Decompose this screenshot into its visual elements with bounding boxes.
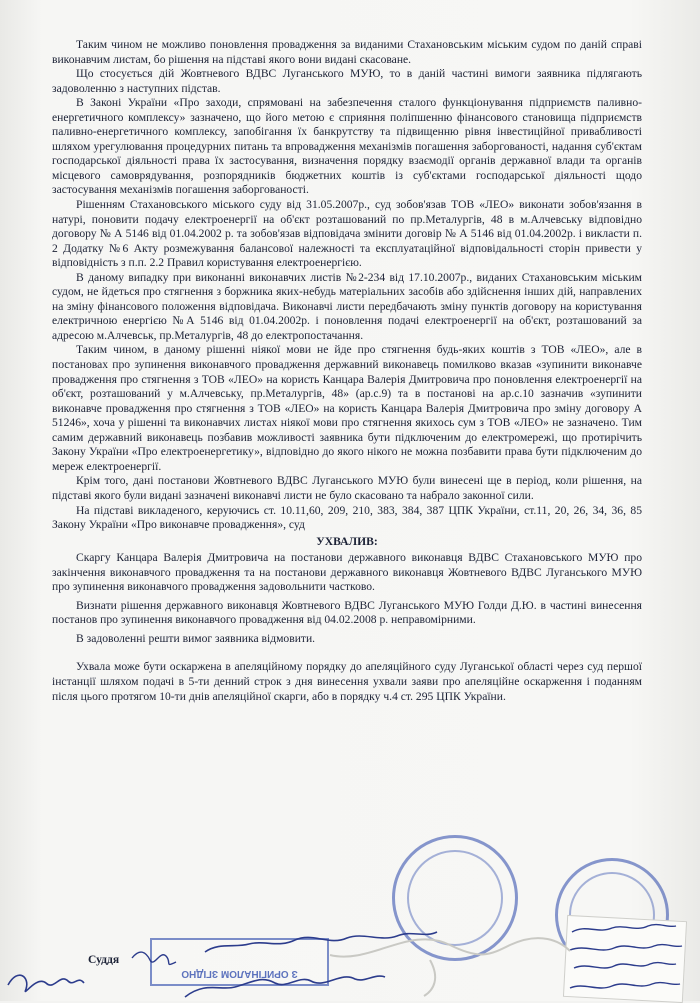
- paragraph: Що стосується дій Жовтневого ВДВС Луганського МУЮ, то в даній частині вимоги заявника підлягають задоволенню з наступних підстав.: [52, 67, 642, 95]
- stamp-label: З ОРИГІНАЛОМ ЗГІДНО: [181, 968, 298, 979]
- paragraph: На підставі викладеного, керуючись ст. 10.11,60, 209, 210, 383, 384, 387 ЦПК України, ст.11, 20, 26, 34, 36, 85 Закону України «Про виконавче провадження», суд: [52, 503, 642, 532]
- resolution-heading: УХВАЛИВ:: [316, 534, 378, 548]
- paragraph: В Законі України «Про заходи, спрямовані на забезпечення сталого функціонування підприємств паливно-енергетичного комплексу» зазначено, що його метою є сприяння поліпшенню фінансового становища підприємств паливно-енергетичного комплексу, запобігання їх банкрутству та підвищенню рівня інвестиційної привабливості шляхом урегулювання процедурних питань та впровадження механізмів погашення заборгованості, надання суб'єктам господарської діяльності права їх застосування, визначення порядку взаємодії органів державної влади та органів місцевого самоврядування, розпорядників бюджетних коштів із суб'єктами господарської діяльності щодо застосування механізмів погашення заборгованості.: [52, 96, 642, 197]
- resolution-item: Скаргу Канцара Валерія Дмитровича на постанови державного виконавця ВДВС Стахановського МУЮ про закінчення виконавчого провадження та на постанови державного виконавця Жовтневого ВДВС Луганського МУЮ про зупинення виконавчого провадження задовольнити частково.: [52, 551, 642, 594]
- paragraph: Рішенням Стахановського міського суду від 31.05.2007р., суд зобов'язав ТОВ «ЛЕО» виконати зобов'язання в натурі, поновити подачу електроенергії на об'єкт розташований по пр.Металургів, 48 в м.Алчевську відповідно договору № А 5146 від 01.04.2002 р. та зобов'язав відповідача змінити договір № А 5146 від 01.04.2002р. і викласти п. 2 Додатку №6 Акту розмежування балансової належності та експлуатаційної відповідальності сторін привести у відповідність з п.п. 2.2 Правил користування електроенергією.: [52, 198, 642, 270]
- judge-signature-label: Суддя: [88, 953, 120, 966]
- paragraph: Таким чином, в даному рішенні ніякої мови не йде про стягнення будь-яких коштів з ТОВ «ЛЕО», але в постановах про зупинення виконавчого провадження державний виконавець помилково вказав «зупинити виконавче провадження про стягнення з ТОВ «ЛЕО» на користь Канцара Валерія Дмитровича про поновлення електроенергії на об'єкт, розташований у м.Алчевську, пр.Металургів, 48» (ар.с.9) та в постанові на ар.с.10 зазначив «зупинити виконавче провадження про стягнення з ТОВ «ЛЕО» на користь Канцара Валерія Дмитровича про зміну договору А 51246», хоча у рішенні та виконавчих листах ніякої мови про стягнення якихось сум з ТОВ «ЛЕО» не зазначено. Тим самим державний виконавець позбавив можливості заявника бути підключеним до електромережі, що протирічить Закону України «Про електроенергетику», відповідно до якого нікого не можна позбавити права бути підключеним до мереж електроенергії.: [52, 343, 642, 473]
- paragraph: Крім того, дані постанови Жовтневого ВДВС Луганського МУЮ були винесені ще в період, коли рішення, на підставі якого були видані зазначені виконавчі листи не було скасовано та набрало законної сили.: [52, 474, 642, 502]
- resolution-item: Визнати рішення державного виконавця Жовтневого ВДВС Луганського МУЮ Голди Д.Ю. в частині винесення постанов про зупинення виконавчого провадження від 04.02.2008 р. неправомірними.: [52, 598, 642, 627]
- paragraph: В даному випадку при виконанні виконавчих листів №2-234 від 17.10.2007р., виданих Стахановським міським судом, не йдеться про стягнення з боржника яких-небудь матеріальних засобів або здійснення інших дій, направлених на зміну фінансового положення відповідача. Виконавчі листи передбачають зміну пунктів договору на користування електричною енергією №А 5146 від 01.04.2002р. і поновлення подачі електроенергії на об'єкт, розташований за адресою м.Алчевськ, пр.Металургів, 48 до електропостачання.: [52, 270, 642, 342]
- resolution-item: В задоволенні решти вимог заявника відмовити.: [76, 631, 316, 645]
- appeal-notice: Ухвала може бути оскаржена в апеляційному порядку до апеляційного суду Луганської області через суд першої інстанції шляхом подачі в 5-ти денний строк з дня винесення ухвали заяви про апеляційне оскарження і поданням після цього протягом 10-ти днів апеляційної скарги, або в порядку ч.4 ст. 295 ЦПК України.: [52, 660, 642, 703]
- paragraph: Таким чином не можливо поновлення провадження за виданими Стахановським міським судом по даній справі виконавчим листам, бо рішення на підставі якого вони видані скасоване.: [52, 38, 642, 66]
